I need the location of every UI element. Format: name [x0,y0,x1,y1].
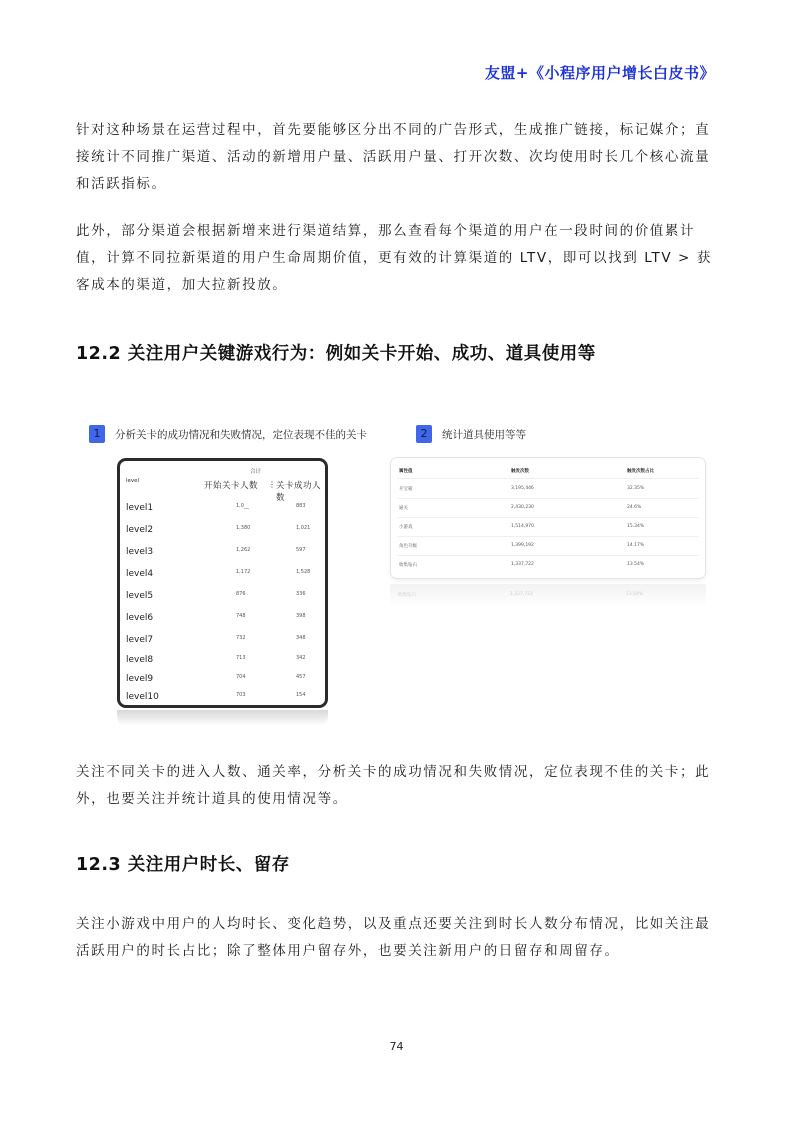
header-divider [397,478,699,479]
paragraph-2: 此外，部分渠道会根据新增来进行渠道结算，那么查看每个渠道的用户在一段时间的价值累计值，计算不同拉新渠道的用户生命周期价值，更有效的计算渠道的 LTV，即可以找到 LTV > 获客成本的渠道，加大拉新投放。 [76,223,712,293]
trigger-ratio: 32.35% [627,486,645,491]
level-name: level1 [126,503,154,513]
reflected-count: 1,337,722 [510,592,533,597]
table-row [126,688,321,708]
start-count: 704 [236,674,246,680]
success-count: 1,021 [296,525,311,531]
page-number: 74 [389,1040,404,1053]
paragraph-4: 关注小游戏中用户的人均时长、变化趋势，以及重点还要关注到时长人数分布情况，比如关注最活跃用户的时长占比；除了整体用户留存外，也要关注新用户的日留存和周留存。 [76,916,711,959]
paragraph-1: 针对这种场景在运营过程中，首先要能够区分出不同的广告形式，生成推广链接，标记媒介；直接统计不同推广渠道、活动的新增用户量、活跃用户量、打开次数、次均使用时长几个核心流量和活跃指标。 [76,122,711,192]
trigger-ratio: 15.34% [627,524,645,529]
row-divider [397,498,699,499]
item-usage-table-card [390,457,706,579]
table-row [126,565,321,585]
total-label: 合计 [250,469,262,475]
level-name: level9 [126,674,154,684]
trigger-count: 1,514,970 [511,524,534,529]
table-row [126,543,321,563]
table-row [126,521,321,541]
table-row [126,631,321,651]
trigger-ratio-header: 触发次数占比 [627,469,654,474]
start-count-header: 开始关卡人数 [204,481,259,491]
start-count: 1,262 [236,547,251,553]
column-divider-icon: ⋮ [268,480,276,489]
start-count: 732 [236,635,246,641]
table-row [126,587,321,607]
trigger-count: 1,399,192 [511,543,534,548]
success-count: 336 [296,591,306,597]
level-name: level5 [126,591,154,601]
paragraph-3: 关注不同关卡的进入人数、通关率，分析关卡的成功情况和失败情况，定位表现不佳的关卡；此外，也要关注并统计道具的使用情况等。 [76,764,711,807]
row-divider [397,517,699,518]
section-heading-12-3: 12.3 关注用户时长、留存 [76,855,290,875]
phone-reflection [117,710,328,726]
panel-1-number-badge: 1 [89,425,105,443]
table-row [126,670,321,690]
header-title: 友盟+《小程序用户增长白皮书》 [484,64,715,82]
trigger-count-header: 触发次数 [511,469,529,474]
table-row [126,609,321,629]
start-count: 1,380 [236,525,251,531]
success-count: 597 [296,547,306,553]
panel-2-number-badge: 2 [416,425,432,443]
start-count: 1,0__ [236,503,249,509]
reflected-ratio: 13.54% [626,592,644,597]
panel-1-caption-text: 分析关卡的成功情况和失败情况，定位表现不佳的关卡 [115,428,367,441]
level-table-phone-mockup [117,458,328,708]
start-count: 713 [236,655,246,661]
success-count: 457 [296,674,306,680]
panel-2-caption [416,425,526,443]
success-count: 883 [296,503,306,509]
trigger-ratio: 24.6% [627,505,642,510]
trigger-ratio: 13.54% [627,562,645,567]
level-name: level2 [126,525,154,535]
success-count: 398 [296,613,306,619]
attribute-value: 收集钻石 [399,563,417,568]
level-name: level8 [126,655,154,665]
row-divider [397,555,699,556]
success-count: 342 [296,655,306,661]
trigger-count: 2,430,230 [511,505,534,510]
start-count: 876 [236,591,246,597]
panel-1-caption [89,425,367,443]
trigger-ratio: 14.17% [627,543,645,548]
level-name: level10 [126,692,159,702]
section-heading-12-2: 12.2 关注用户关键游戏行为：例如关卡开始、成功、道具使用等 [76,344,596,364]
success-count: 154 [296,692,306,698]
attribute-value: 开宝箱 [399,487,413,492]
attribute-value: 小游戏 [399,525,413,530]
card-reflection [390,584,706,608]
level-name: level7 [126,635,154,645]
start-count: 1,172 [236,569,251,575]
panel-2-caption-text: 统计道具使用等等 [442,428,526,441]
start-count: 748 [236,613,246,619]
level-name: level6 [126,613,154,623]
attribute-value: 角色升级 [399,544,417,549]
success-count-header: 关卡成功人数 [276,481,322,503]
level-name: level4 [126,569,154,579]
attribute-header: 属性值 [399,469,413,474]
success-count: 348 [296,635,306,641]
level-name: level3 [126,547,154,557]
attribute-value: 通关 [399,506,408,511]
start-count: 703 [236,692,246,698]
level-column-header: level [126,478,140,484]
row-divider [397,536,699,537]
trigger-count: 1,337,722 [511,562,534,567]
table-row [126,499,321,519]
success-count: 1,528 [296,569,311,575]
trigger-count: 3,195,446 [511,486,534,491]
table-row [126,651,321,671]
reflected-attribute: 收集钻石 [398,593,416,598]
